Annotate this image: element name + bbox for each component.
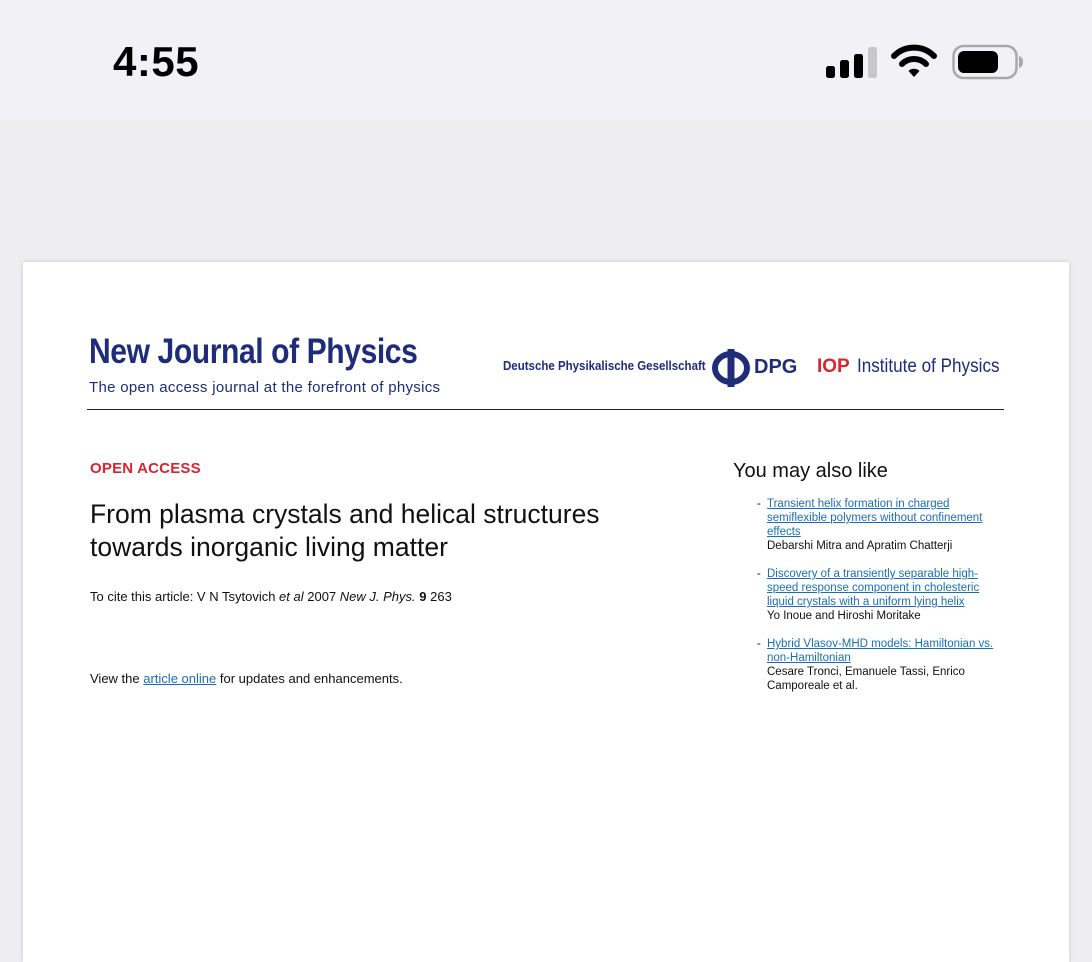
view-online-line bbox=[90, 671, 403, 686]
citation-prefix: To cite this article: V N Tsytovich bbox=[90, 589, 280, 604]
battery-icon bbox=[952, 44, 1024, 80]
related-article-link[interactable]: Hybrid Vlasov-MHD models: Hamiltonian vs. non-Hamiltonian bbox=[767, 638, 994, 664]
status-bar bbox=[0, 0, 1092, 120]
related-article-item bbox=[757, 637, 1007, 693]
view-online-prefix: View the bbox=[90, 671, 144, 686]
article-title: From plasma crystals and helical structures towards inorganic living matter bbox=[90, 499, 600, 562]
list-dash: - bbox=[757, 638, 761, 650]
dpg-phi-logo-icon bbox=[711, 348, 751, 388]
citation-year: 2007 bbox=[303, 589, 340, 604]
list-dash: - bbox=[757, 498, 761, 510]
related-article-link[interactable]: Discovery of a transiently separable high-speed response component in cholesteric liquid crystals with a uniform lying helix bbox=[767, 568, 980, 608]
citation-page: 263 bbox=[430, 589, 452, 604]
iop-logo-abbr: IOP bbox=[817, 356, 850, 377]
dpg-name: Deutsche Physikalische Gesellschaft bbox=[503, 359, 706, 373]
list-dash: - bbox=[757, 568, 761, 580]
citation-volume: 9 bbox=[419, 589, 427, 604]
pdf-page bbox=[23, 262, 1069, 962]
related-article-item bbox=[757, 497, 1007, 553]
journal-title: New Journal of Physics bbox=[89, 332, 418, 371]
related-article-authors: Debarshi Mitra and Apratim Chatterji bbox=[767, 540, 953, 552]
iop-name: Institute of Physics bbox=[857, 356, 1000, 377]
citation-etal: et al bbox=[279, 589, 304, 604]
dpg-abbr: DPG bbox=[754, 356, 798, 378]
citation-line bbox=[90, 589, 452, 604]
citation-journal: New J. Phys. bbox=[339, 589, 416, 604]
related-article-authors: Yo Inoue and Hiroshi Moritake bbox=[767, 610, 921, 622]
header-divider bbox=[87, 409, 1004, 410]
open-access-label: OPEN ACCESS bbox=[90, 460, 201, 477]
article-online-link[interactable]: article online bbox=[143, 671, 217, 686]
also-like-heading: You may also like bbox=[733, 460, 888, 482]
related-article-item bbox=[757, 567, 1007, 623]
cellular-signal-icon bbox=[826, 46, 878, 78]
journal-tagline: The open access journal at the forefront of physics bbox=[89, 379, 441, 396]
related-article-link[interactable]: Transient helix formation in charged semiflexible polymers without confinement effects bbox=[767, 498, 983, 538]
wifi-icon bbox=[890, 42, 938, 80]
status-time: 4:55 bbox=[113, 38, 200, 85]
related-articles-list bbox=[757, 497, 1007, 707]
related-article-authors: Cesare Tronci, Emanuele Tassi, Enrico Camporeale et al. bbox=[767, 666, 965, 692]
view-online-suffix: for updates and enhancements. bbox=[216, 671, 403, 686]
